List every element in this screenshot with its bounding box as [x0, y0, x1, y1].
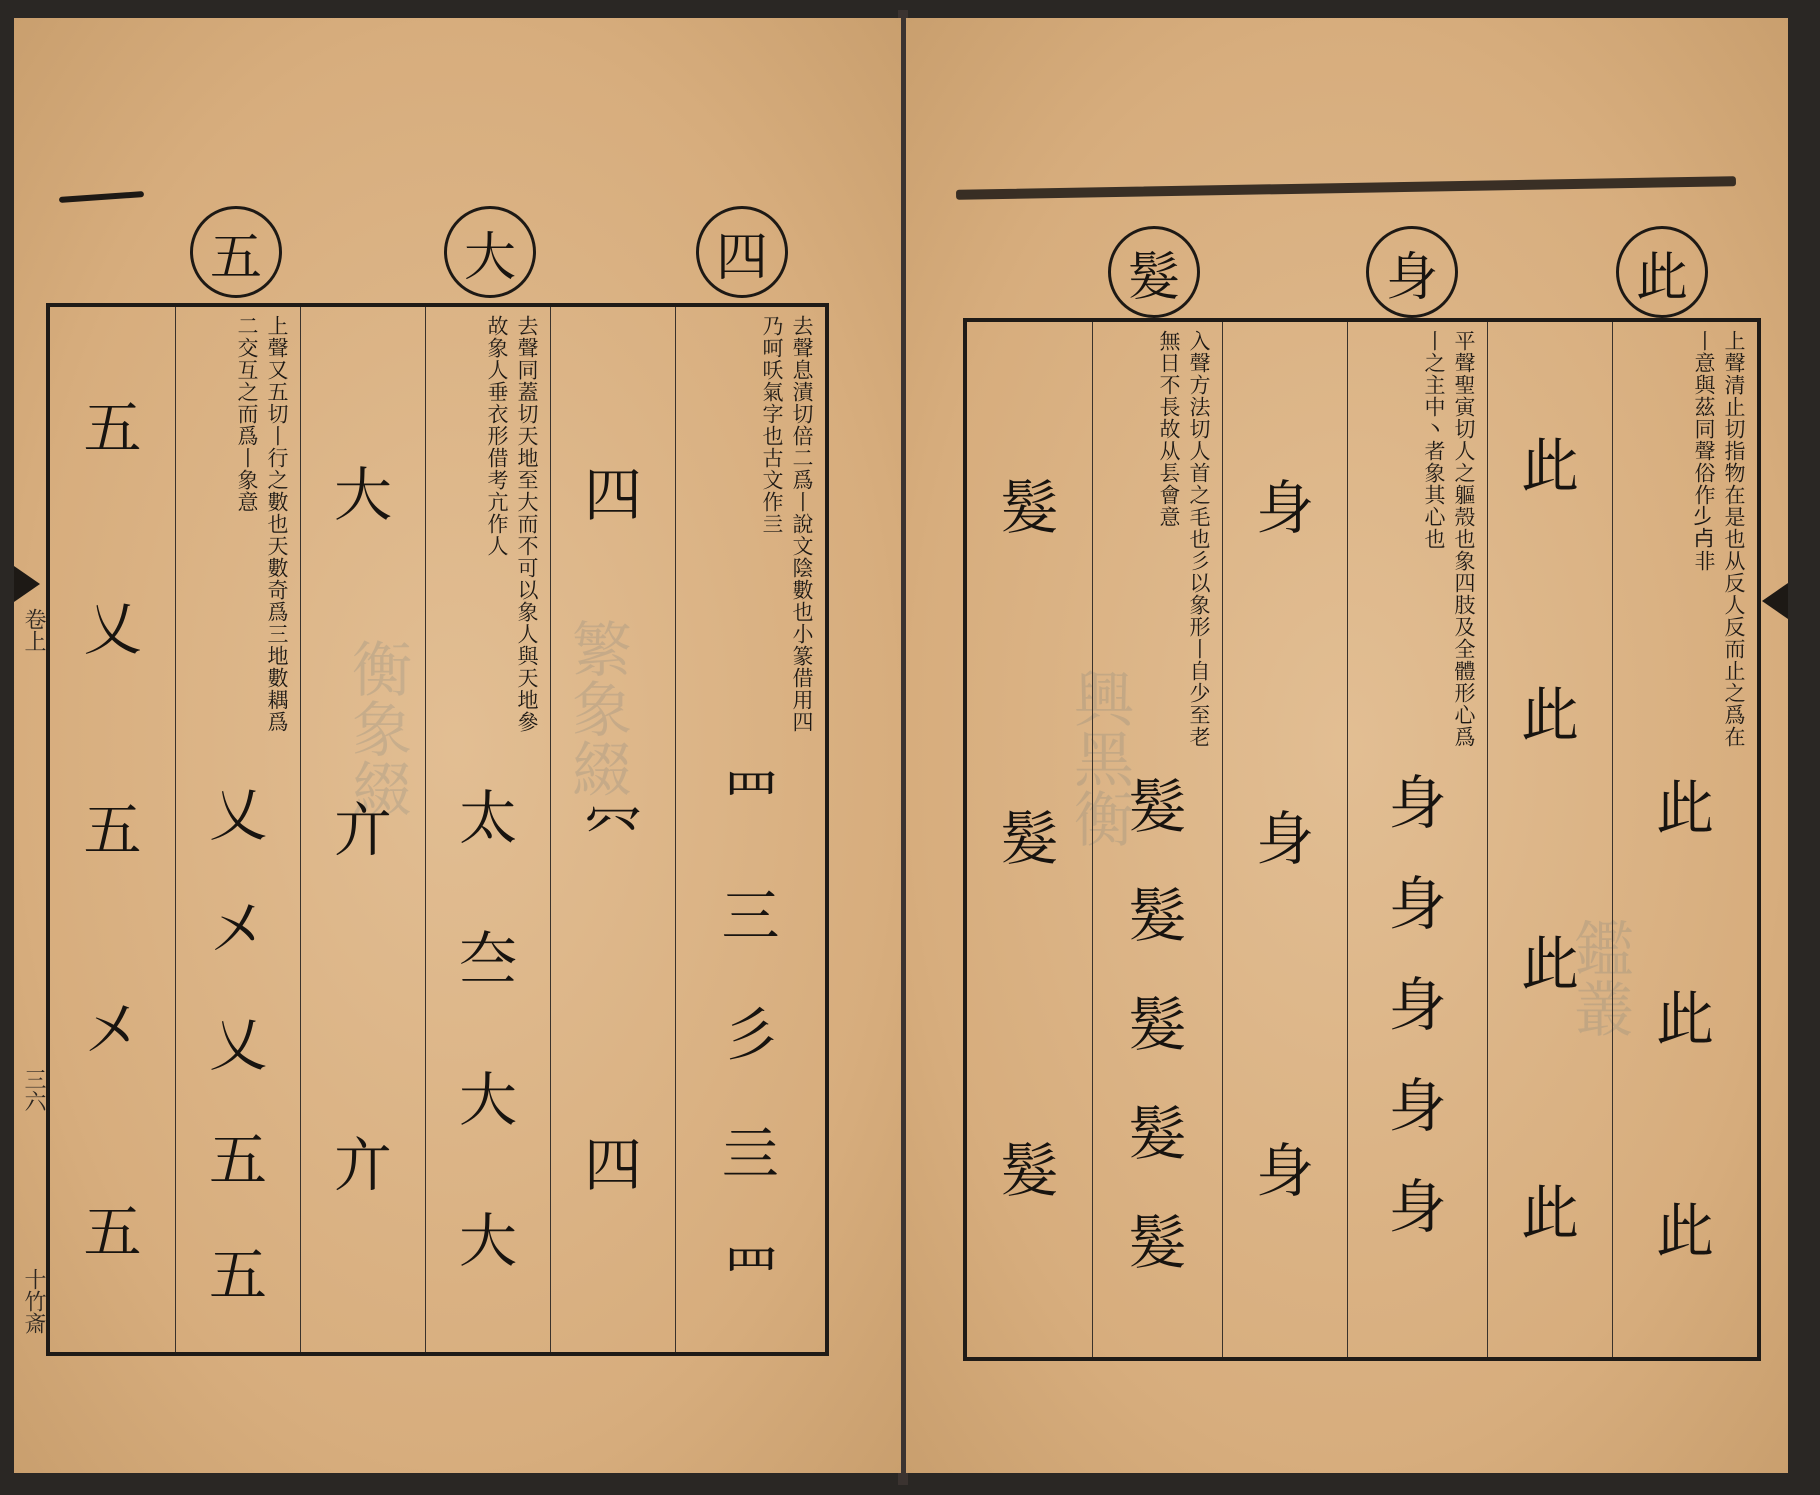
- glyph: 此: [1655, 773, 1714, 842]
- text-frame: [963, 318, 1761, 1361]
- head-char-ci: 此: [1616, 226, 1708, 318]
- column-ci-commentary: [1612, 322, 1757, 1357]
- glyph: 四: [583, 1130, 642, 1199]
- glyph: 太: [458, 783, 517, 852]
- commentary-da: 去聲同蓋切天地至大而不可以象人與天地參故象人垂衣形借考亢作人: [485, 315, 539, 733]
- glyph: 身: [1255, 1137, 1314, 1206]
- glyph: 夳: [458, 924, 517, 993]
- glyph: 大: [458, 1207, 517, 1276]
- column-da-commentary: [425, 307, 550, 1352]
- glyph: 髮: [1128, 1099, 1187, 1168]
- column-fa-commentary: [1092, 322, 1222, 1357]
- head-char-wu: 五: [190, 206, 282, 298]
- glyph: 亣: [333, 795, 392, 864]
- right-page: [906, 18, 1788, 1473]
- head-char-si: 四: [696, 206, 788, 298]
- glyph: 身: [1388, 869, 1447, 938]
- head-char-fa: 髮: [1108, 226, 1200, 318]
- glyph: 身: [1388, 768, 1447, 837]
- glyph: 五: [83, 1197, 142, 1266]
- glyph: 大: [458, 1066, 517, 1135]
- glyph: 此: [1520, 681, 1579, 750]
- column-shen-forms: [1222, 322, 1347, 1357]
- glyph: 亖: [721, 1119, 780, 1188]
- glyph: 乂: [83, 594, 142, 663]
- bleed-through: 興黑衡: [1064, 668, 1134, 848]
- glyph: 髮: [1128, 1208, 1187, 1277]
- commentary-ci: 上聲清止切指物在是也从反人反而止之爲在丨意與茲同聲俗作𣥂𣦵非: [1692, 330, 1746, 748]
- glyph: 此: [1520, 1178, 1579, 1247]
- glyph: 此: [1520, 929, 1579, 998]
- commentary-wu: 上聲又五切丨行之數也天數奇爲三地數耦爲二交互之而爲丨象意: [235, 315, 289, 733]
- glyph: 此: [1655, 985, 1714, 1054]
- glyph: 身: [1255, 473, 1314, 542]
- printer-mark: 十竹斎: [21, 1268, 46, 1334]
- glyph-column: [176, 757, 300, 1332]
- glyph: 身: [1388, 1172, 1447, 1241]
- glyph: 彡: [721, 1000, 780, 1069]
- glyph: 罒: [721, 1238, 780, 1307]
- glyph: 髮: [1128, 990, 1187, 1059]
- glyph-column: [50, 327, 175, 1332]
- volume-label: 卷上: [21, 608, 46, 652]
- text-frame: [46, 303, 829, 1356]
- glyph: 髮: [1128, 881, 1187, 950]
- fold-marker-icon: [1762, 583, 1788, 619]
- glyph: 髮: [1128, 772, 1187, 841]
- glyph: 㓁: [583, 795, 642, 864]
- glyph: 髮: [1000, 805, 1059, 874]
- glyph-column: [1613, 702, 1757, 1337]
- column-si-forms: [550, 307, 675, 1352]
- column-da-forms: [300, 307, 425, 1352]
- glyph: 乂: [208, 1010, 267, 1079]
- glyph-column: [551, 327, 675, 1332]
- glyph: 此: [1655, 1197, 1714, 1266]
- glyph: 五: [83, 393, 142, 462]
- glyph: 乂: [208, 780, 267, 849]
- glyph: 㐅: [208, 895, 267, 964]
- glyph-column: [1488, 342, 1612, 1337]
- glyph: 髮: [1000, 473, 1059, 542]
- commentary-shen: 平聲聖寅切人之軀殼也象四肢及全體形心爲丨之主中丶者象其心也: [1422, 330, 1476, 748]
- column-wu-commentary: [175, 307, 300, 1352]
- glyph: 五: [208, 1125, 267, 1194]
- glyph-column: [1093, 752, 1222, 1297]
- commentary-fa: 入聲方法切人首之毛也彡以象形丨自少至老無日不長故从镸會意: [1157, 330, 1211, 748]
- left-page: [14, 18, 901, 1473]
- glyph-column: [1348, 752, 1487, 1257]
- column-wu-forms: [50, 307, 175, 1352]
- top-ink-stroke: [59, 191, 144, 203]
- fold-marker-icon: [14, 566, 40, 602]
- head-char-da: 大: [444, 206, 536, 298]
- bleed-through: 衡象綴: [342, 638, 412, 818]
- glyph-column: [426, 747, 550, 1312]
- glyph: 㐅: [83, 996, 142, 1065]
- glyph-column: [967, 342, 1092, 1337]
- glyph: 身: [1388, 970, 1447, 1039]
- glyph: 髮: [1000, 1137, 1059, 1206]
- glyph-column: [676, 737, 825, 1332]
- head-char-shen: 身: [1366, 226, 1458, 318]
- glyph-column: [1223, 342, 1347, 1337]
- column-fa-forms: [967, 322, 1092, 1357]
- glyph: 四: [583, 460, 642, 529]
- glyph: 五: [83, 795, 142, 864]
- glyph: 罒: [721, 762, 780, 831]
- glyph: 三: [721, 881, 780, 950]
- bleed-through: 鑑叢: [1564, 918, 1634, 1038]
- glyph: 亣: [333, 1130, 392, 1199]
- glyph: 身: [1388, 1071, 1447, 1140]
- commentary-si: 去聲息漬切倍二爲丨說文陰數也小篆借用四乃呵㕭氣字也古文作亖: [760, 315, 814, 733]
- glyph: 此: [1520, 432, 1579, 501]
- glyph: 身: [1255, 805, 1314, 874]
- glyph: 大: [333, 460, 392, 529]
- column-si-commentary: [675, 307, 825, 1352]
- top-ink-stroke: [956, 176, 1736, 200]
- column-ci-forms: [1487, 322, 1612, 1357]
- glyph: 五: [208, 1240, 267, 1309]
- page-number: 三六: [21, 1068, 46, 1112]
- bleed-through: 繁象綴: [562, 618, 632, 798]
- column-shen-commentary: [1347, 322, 1487, 1357]
- glyph-column: [301, 327, 425, 1332]
